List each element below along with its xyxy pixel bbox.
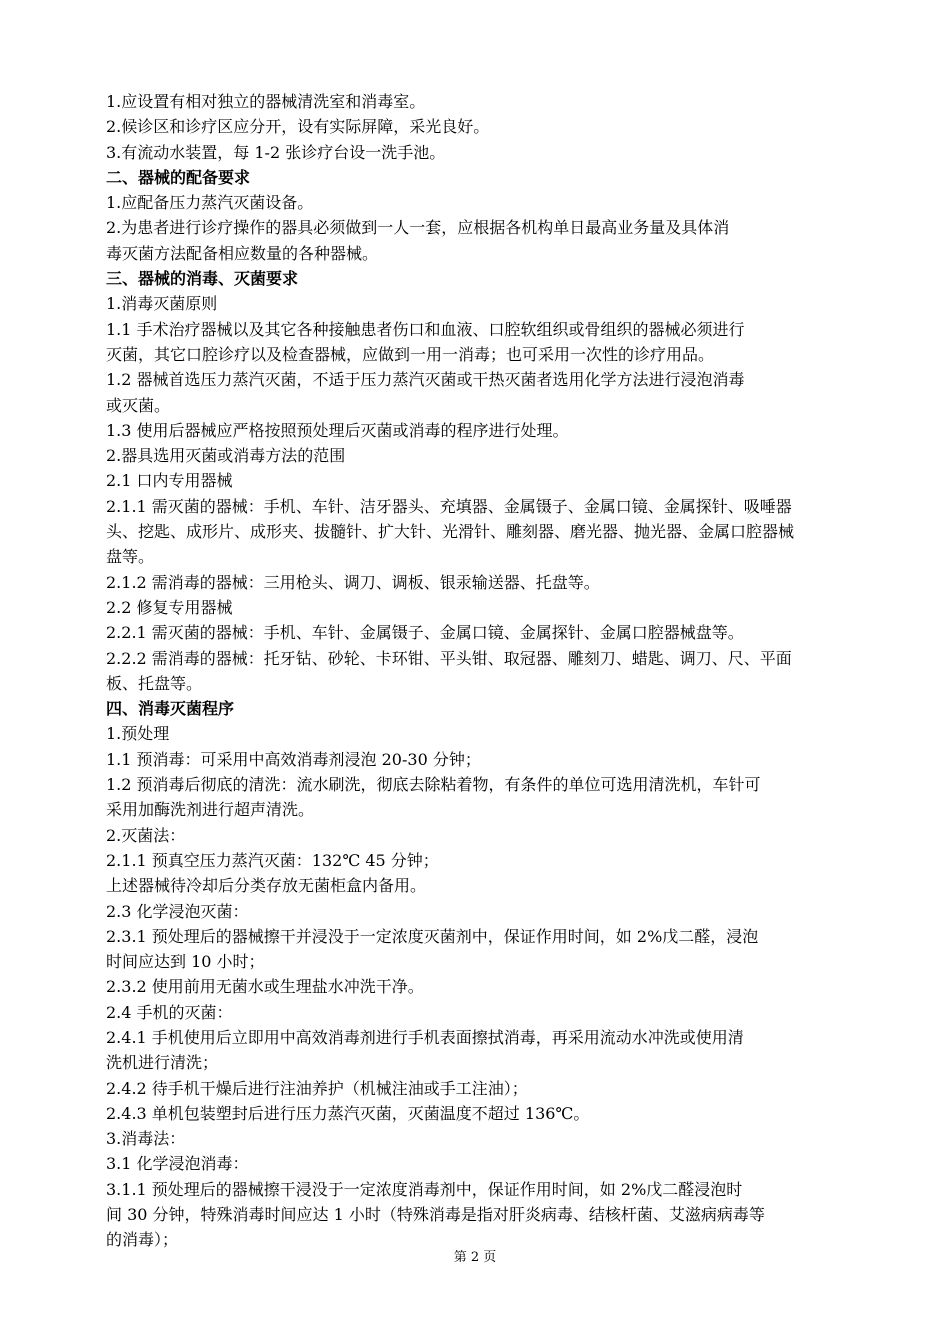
text-line: 2.3 化学浸泡灭菌： xyxy=(106,901,249,921)
section-heading: 二、器械的配备要求 xyxy=(106,167,251,187)
text-line: 毒灭菌方法配备相应数量的各种器械。 xyxy=(106,243,379,263)
text-line: 2.3.2 使用前用无菌水或生理盐水冲洗干净。 xyxy=(106,977,424,997)
text-line: 1.应设置有相对独立的器械清洗室和消毒室。 xyxy=(106,92,426,111)
text-line: 1.2 预消毒后彻底的清洗：流水刷洗，彻底去除粘着物，有条件的单位可选用清洗机，车针可 xyxy=(106,775,761,795)
text-line: 1.1 手术治疗器械以及其它各种接触患者伤口和血液、口腔软组织或骨组织的器械必须进行 xyxy=(106,319,745,339)
text-line: 2.灭菌法： xyxy=(106,825,186,845)
text-line: 板、托盘等。 xyxy=(106,673,203,693)
section-heading: 四、消毒灭菌程序 xyxy=(106,699,235,719)
text-line: 2.2.2 需消毒的器械：托牙钻、砂轮、卡环钳、平头钳、取冠器、雕刻刀、蜡匙、调刀、尺、平面 xyxy=(106,648,792,668)
text-line: 2.为患者进行诊疗操作的器具必须做到一人一套，应根据各机构单日最高业务量及具体消 xyxy=(106,218,730,238)
text-line: 3.消毒法： xyxy=(106,1129,186,1149)
text-line: 的消毒）； xyxy=(106,1230,179,1250)
page-number: 第 2 页 xyxy=(453,1250,497,1265)
text-line: 1.消毒灭菌原则 xyxy=(106,294,218,314)
text-line: 灭菌，其它口腔诊疗以及检查器械，应做到一用一消毒；也可采用一次性的诊疗用品。 xyxy=(106,344,715,364)
text-line: 2.1 口内专用器械 xyxy=(106,471,233,491)
text-line: 2.1.1 需灭菌的器械：手机、车针、洁牙器头、充填器、金属镊子、金属口镜、金属探针、吸唾器 xyxy=(106,496,792,516)
text-line: 洗机进行清洗； xyxy=(106,1053,219,1073)
text-line: 盘等。 xyxy=(106,547,155,567)
text-line: 1.1 预消毒：可采用中高效消毒剂浸泡 20-30 分钟； xyxy=(106,749,481,769)
text-line: 1.预处理 xyxy=(106,724,170,744)
text-line: 2.3.1 预处理后的器械擦干并浸没于一定浓度灭菌剂中，保证作用时间，如 2%戊二醛，浸泡 xyxy=(106,926,759,946)
text-line: 2.1.2 需消毒的器械：三用枪头、调刀、调板、银汞输送器、托盘等。 xyxy=(106,572,600,592)
text-line: 2.1.1 预真空压力蒸汽灭菌：132℃ 45 分钟； xyxy=(106,850,439,870)
text-line: 2.4.1 手机使用后立即用中高效消毒剂进行手机表面擦拭消毒，再采用流动水冲洗或使用清 xyxy=(106,1027,744,1047)
text-line: 上述器械待冷却后分类存放无菌柜盒内备用。 xyxy=(106,876,427,896)
text-line: 3.有流动水装置，每 1-2 张诊疗台设一洗手池。 xyxy=(106,142,446,162)
text-line: 头、挖匙、成形片、成形夹、拔髓针、扩大针、光滑针、雕刻器、磨光器、抛光器、金属口腔器械 xyxy=(106,522,795,542)
text-line: 采用加酶洗剂进行超声清洗。 xyxy=(106,800,315,820)
text-line: 2.候诊区和诊疗区应分开，设有实际屏障，采光良好。 xyxy=(106,117,490,137)
text-line: 1.2 器械首选压力蒸汽灭菌，不适于压力蒸汽灭菌或干热灭菌者选用化学方法进行浸泡消毒 xyxy=(106,370,745,390)
text-line: 3.1.1 预处理后的器械擦干浸没于一定浓度消毒剂中，保证作用时间，如 2%戊二醛浸泡时 xyxy=(106,1179,743,1199)
text-line: 间 30 分钟，特殊消毒时间应达 1 小时（特殊消毒是指对肝炎病毒、结核杆菌、艾滋病病毒等 xyxy=(106,1205,765,1225)
document-body xyxy=(106,89,864,1253)
section-heading: 三、器械的消毒、灭菌要求 xyxy=(106,269,299,289)
text-line: 2.器具选用灭菌或消毒方法的范围 xyxy=(106,446,346,466)
text-line: 2.4.3 单机包装塑封后进行压力蒸汽灭菌，灭菌温度不超过 136℃。 xyxy=(106,1103,590,1123)
text-line: 或灭菌。 xyxy=(106,395,171,415)
text-line: 1.应配备压力蒸汽灭菌设备。 xyxy=(106,193,314,213)
text-line: 2.2.1 需灭菌的器械：手机、车针、金属镊子、金属口镜、金属探针、金属口腔器械盘等。 xyxy=(106,623,744,643)
text-line: 2.4.2 待手机干燥后进行注油养护（机械注油或手工注油）； xyxy=(106,1078,528,1098)
text-line: 3.1 化学浸泡消毒： xyxy=(106,1154,249,1174)
text-line: 2.2 修复专用器械 xyxy=(106,597,233,617)
text-line: 2.4 手机的灭菌： xyxy=(106,1002,233,1022)
text-line: 1.3 使用后器械应严格按照预处理后灭菌或消毒的程序进行处理。 xyxy=(106,420,569,440)
text-line: 时间应达到 10 小时； xyxy=(106,952,265,972)
